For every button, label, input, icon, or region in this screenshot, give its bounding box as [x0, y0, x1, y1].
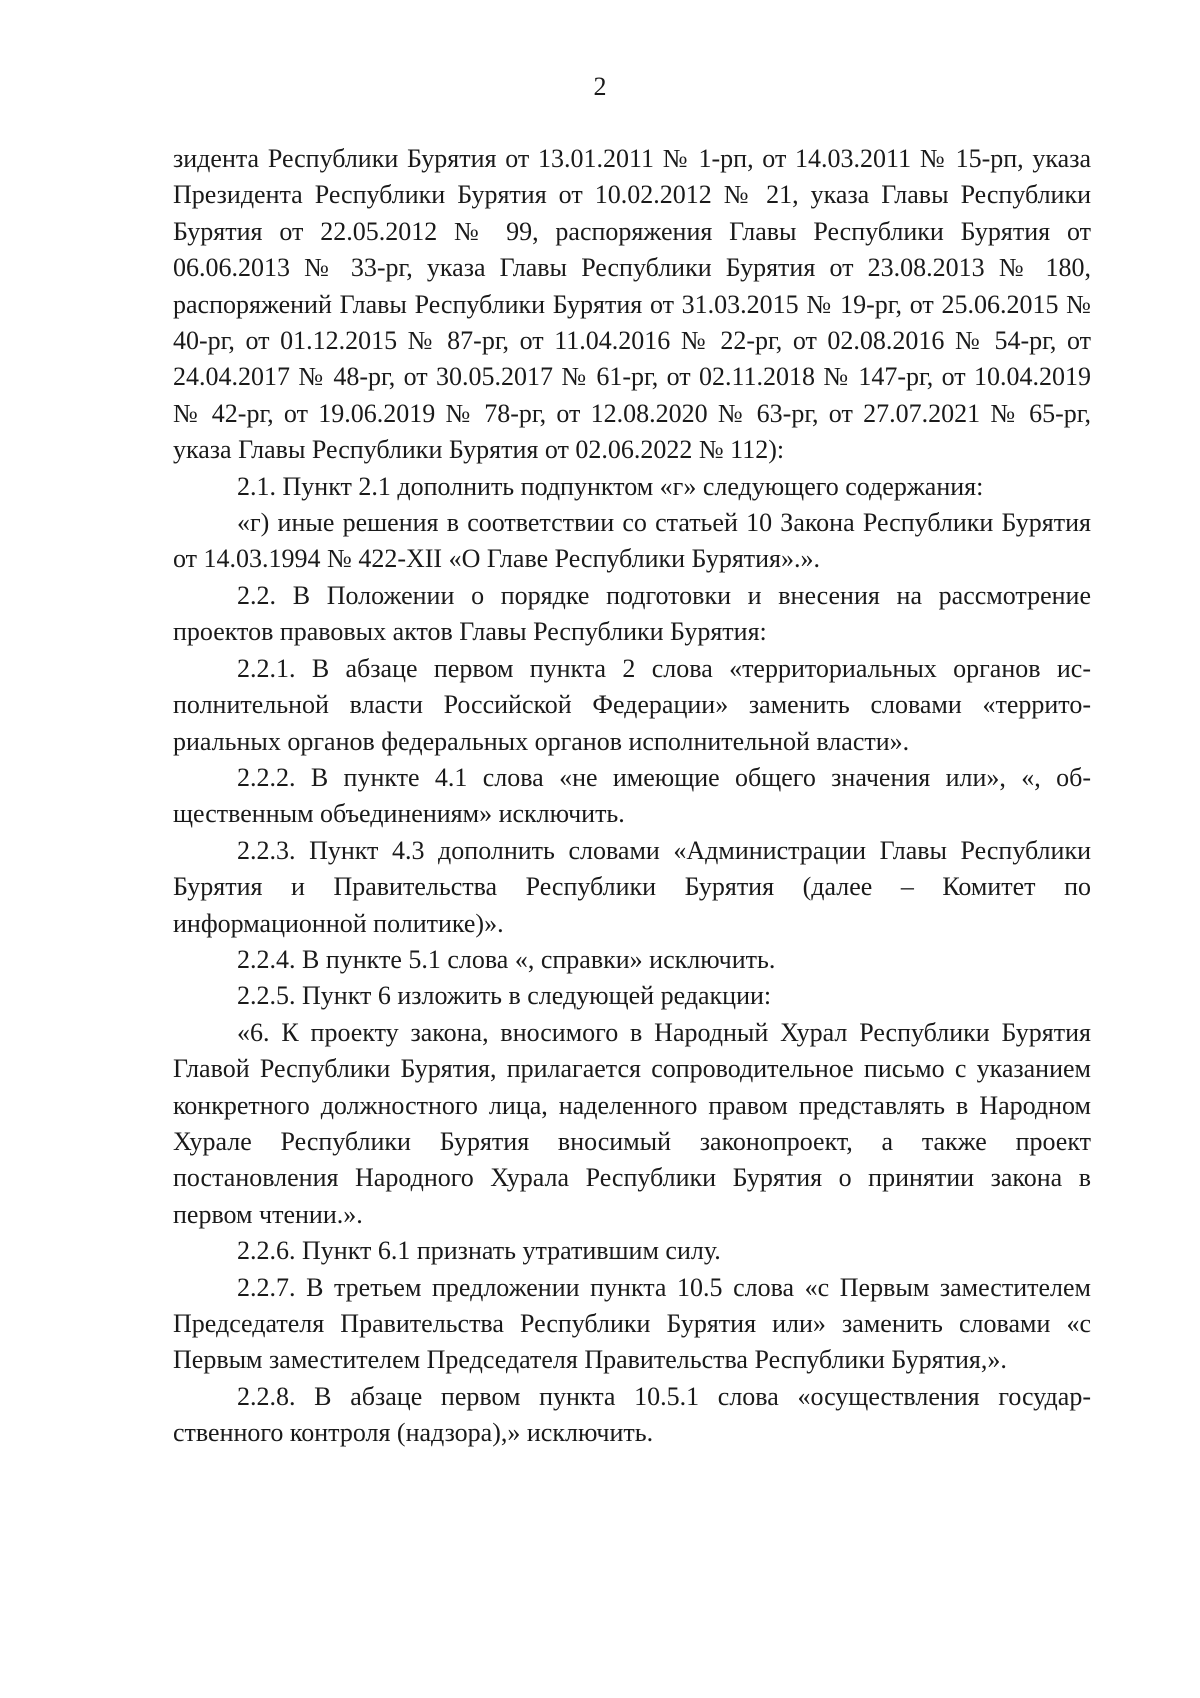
paragraph-item-6-text: «6. К проекту закона, вносимого в Народный Хурал Республики Бурятия Главой Республики Бурятия, прилагается сопроводительное письмо с указанием конкретного должностного лица, наделенного правом представлять в Народном Хурале Республики Бурятия вносимый законопроект, а также проект постановления Народного Хурала Республики Бурятия о принятии закона в первом чтении.».: [173, 1017, 1091, 1229]
paragraph-item-2-1: 2.1. Пункт 2.1 дополнить подпунктом «г» следующего содержания:: [237, 471, 984, 501]
paragraph-item-2-2-5: 2.2.5. Пункт 6 изложить в следующей редакции:: [237, 981, 772, 1011]
page-number: 2: [593, 72, 607, 101]
paragraph-item-2-2-1: 2.2.1. В абзаце первом пункта 2 слова «территориальных органов исполнительной власти Российской Федерации» заменить словами «территориальных органов федеральных органов исполнительной власти».: [173, 653, 1091, 756]
paragraph-continuation: зидента Республики Бурятия от 13.01.2011 № 1-рп, от 14.03.2011 № 15-рп, указа Президента Республики Бурятия от 10.02.2012 № 21, указа Главы Республики Бурятия от 22.05.2012 № 99, распоряжения Главы Республики Бурятия от 06.06.2013 № 33-рг, указа Главы Республики Бурятия от 23.08.2013 № 180, распоряжений Главы Республики Бурятия от 31.03.2015 № 19-рг, от 25.06.2015 № 40-рг, от 01.12.2015 № 87-рг, от 11.04.2016 № 22-рг, от 02.08.2016 № 54-рг, от 24.04.2017 № 48-рг, от 30.05.2017 № 61-рг, от 02.11.2018 № 147-рг, от 10.04.2019 № 42-рг, от 19.06.2019 № 78-рг, от 12.08.2020 № 63-рг, от 27.07.2021 № 65-рг, указа Главы Республики Бурятия от 02.06.2022 № 112):: [173, 144, 1091, 465]
paragraph-item-2-2: 2.2. В Положении о порядке подготовки и внесения на рассмотрение проектов правовых актов Главы Республики Бурятия:: [173, 580, 1091, 647]
paragraph-item-2-2-8: 2.2.8. В абзаце первом пункта 10.5.1 слова «осуществления государственного контроля (надзора),» исключить.: [173, 1381, 1091, 1448]
paragraph-item-2-2-7: 2.2.7. В третьем предложении пункта 10.5 слова «с Первым заместителем Председателя Правительства Республики Бурятия или» заменить словами «с Первым заместителем Председателя Правительства Республики Бурятия,».: [173, 1272, 1091, 1375]
paragraph-subitem-g: «г) иные решения в соответствии со статьей 10 Закона Республики Бурятия от 14.03.1994 № 422-XII «О Главе Республики Бурятия».».: [173, 508, 1091, 574]
paragraph-item-2-2-6: 2.2.6. Пункт 6.1 признать утратившим силу.: [237, 1236, 721, 1266]
paragraph-item-2-2-4: 2.2.4. В пункте 5.1 слова «, справки» исключить.: [237, 944, 776, 974]
paragraph-item-2-2-2: 2.2.2. В пункте 4.1 слова «не имеющие общего значения или», «, общественным объединениям» исключить.: [173, 762, 1091, 829]
document-body: [173, 141, 1091, 1452]
paragraph-item-2-2-3: 2.2.3. Пункт 4.3 дополнить словами «Администрации Главы Республики Бурятия и Правительства Республики Бурятия (далее – Комитет по информационной политике)».: [173, 835, 1091, 938]
